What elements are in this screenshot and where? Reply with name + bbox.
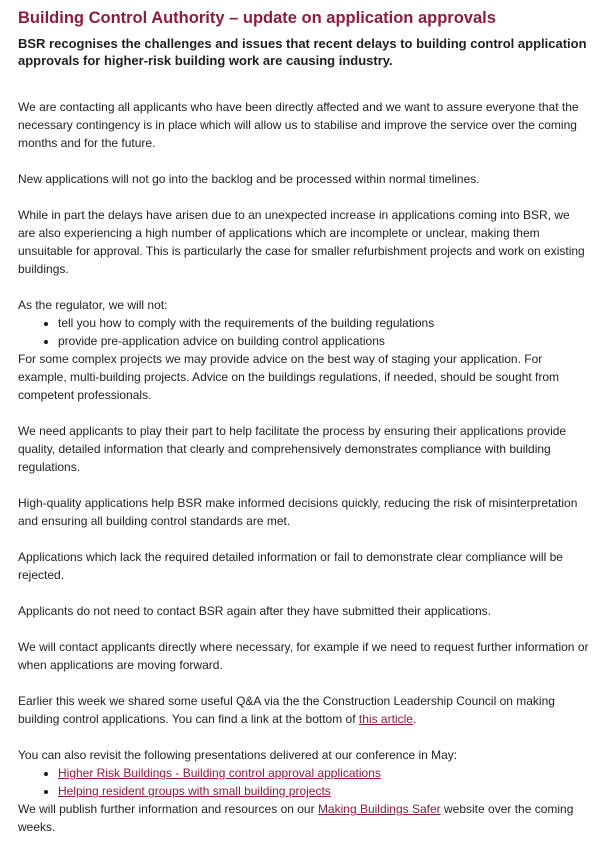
- paragraph-we-will-contact: We will contact applicants directly where necessary, for example if we need to request further information or when applications are moving forward.: [18, 640, 589, 672]
- paragraph-qa-end: .: [412, 712, 417, 726]
- paragraph-publish-end: website over the coming weeks.: [18, 802, 574, 834]
- paragraph-regulator-intro: As the regulator, we will not:: [18, 298, 168, 312]
- presentation-link-resident-groups[interactable]: Helping resident groups with small building projects: [58, 784, 331, 798]
- paragraph-new-applications: New applications will not go into the backlog and be processed within normal timelines.: [18, 172, 480, 186]
- paragraph-high-quality: High-quality applications help BSR make informed decisions quickly, reducing the risk of misinterpretation and ensuring all building control standards are met.: [18, 496, 578, 528]
- list-item: • provide pre-application advice on building control applications: [58, 332, 590, 350]
- list-item: • tell you how to comply with the requirements of the building regulations: [58, 314, 590, 332]
- article-body: [18, 7, 590, 836]
- paragraph-contacting-applicants: We are contacting all applicants who have been directly affected and we want to assure everyone that the necessary contingency is in place which will allow us to stabilise and improve the service over the coming months and for the future.: [18, 100, 579, 150]
- paragraph-publish: [18, 800, 590, 836]
- lead-paragraph: BSR recognises the challenges and issues that recent delays to building control application approvals for higher-risk building work are causing industry.: [18, 36, 587, 68]
- regulator-list: [18, 314, 590, 350]
- list-item: [58, 782, 590, 800]
- paragraph-presentations-intro: You can also revisit the following presentations delivered at our conference in May:: [18, 748, 458, 762]
- presentations-list: [18, 764, 590, 800]
- paragraph-delays: While in part the delays have arisen due to an unexpected increase in applications coming into BSR, we are also experiencing a high number of applications which are incomplete or unclear, making them unsuitable for approval. This is particularly the case for smaller refurbishment projects and work on existing buildings.: [18, 208, 585, 276]
- list-item: [58, 764, 590, 782]
- paragraph-applicants-part: We need applicants to play their part to help facilitate the process by ensuring their applications provide quality, detailed information that clearly and comprehensively demonstrates compliance with building regulations.: [18, 424, 567, 474]
- making-buildings-safer-link[interactable]: Making Buildings Safer: [317, 802, 441, 816]
- paragraph-rejected: Applications which lack the required detailed information or fail to demonstrate clear compliance will be rejected.: [18, 550, 563, 582]
- presentation-link-higher-risk[interactable]: Higher Risk Buildings - Building control approval applications: [58, 766, 381, 780]
- paragraph-publish-text: We will publish further information and resources on our: [18, 802, 318, 816]
- this-article-link[interactable]: this article: [358, 712, 413, 726]
- paragraph-complex-projects: For some complex projects we may provide advice on the best way of staging your application. For example, multi-building projects. Advice on the buildings regulations, if needed, should be sought from competent professionals.: [18, 352, 559, 402]
- page-title: Building Control Authority – update on application approvals: [18, 9, 496, 27]
- paragraph-qa-text: Earlier this week we shared some useful Q&A via the the Construction Leadership Council on making building control applications. You can find a link at the bottom of: [18, 694, 555, 726]
- paragraph-no-contact: Applicants do not need to contact BSR again after they have submitted their applications.: [18, 604, 491, 618]
- paragraph-qa: [18, 692, 590, 728]
